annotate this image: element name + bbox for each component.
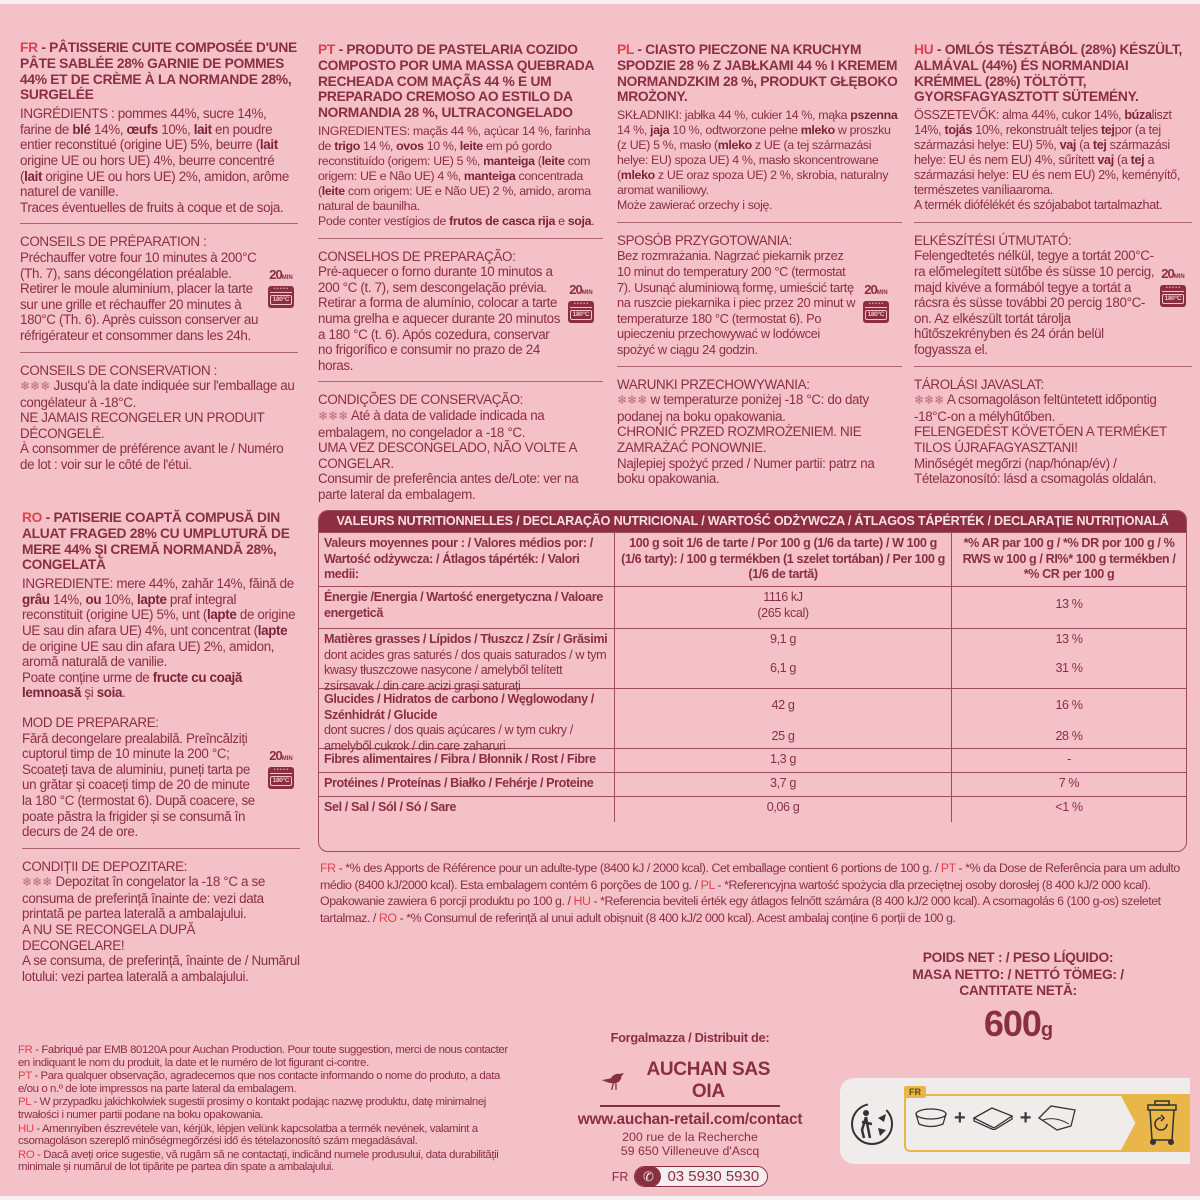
- contact-hu: HU - Amennyiben észrevétele van, kérjük, lépjen velünk kapcsolatba a termék nevének, valamint a csomagoláson szereplő minőségmegőrzési idő és tételazonosító szám megadásával.: [18, 1122, 478, 1148]
- phone-number: FR ✆ 03 5930 5930: [555, 1166, 825, 1187]
- contact-ro: RO - Dacă aveți orice sugestie, vă rugăm să ne contactați, indicând numele produsului, data durabilității minimale și numărul de lot tipărite pe partea din spate a ambalajului.: [18, 1148, 499, 1174]
- freezer-stars-icon: ❄❄❄: [22, 875, 53, 890]
- consumer-contact-info: [18, 1044, 518, 1175]
- triman-recycling-icon: [848, 1100, 896, 1148]
- product-title-ro: RO - PATISERIE COAPTĂ COMPUSĂ DIN ALUAT FRAGED 28% CU UMPLUTURĂ DE MERE 44% ŞI CREMĂ NORMANDĂ 28%, CONGELATĂ: [22, 510, 290, 573]
- table-row-energy: Énergie /Energia / Wartość energetyczna / Valoare energetică 1116 kJ (265 kcal) 13 %: [319, 586, 1186, 628]
- section-hu: [914, 42, 1192, 487]
- storage-warning-ro: A NU SE RECONGELA DUPĂ DECONGELARE!: [22, 922, 196, 953]
- storage-heading-fr: CONSEILS DE CONSERVATION :: [20, 362, 218, 378]
- best-before-hu: Minőségét megőrzi (nap/hónap/év) / Tételazonosító: lásd a csomagolás oldalán.: [914, 455, 1157, 487]
- prep-text-ro: Fără decongelare prealabilă. Preîncălziți cuptorul timp de 10 minute la 200 °C; Scoateți tava de aluminiu, puneți tarta pe un grătar și coaceți timp de 20 de minute la 180 °C (termostat 6). După coacere, se poate păstra la frigider și se consumă în decurs de 24 de ore.: [22, 730, 255, 840]
- product-title-pt: PT - PRODUTO DE PASTELARIA COZIDO COMPOSTO POR UMA MASSA QUEBRADA RECHEADA COM MAÇÃS 44 % E UM PREPARADO CREMOSO AO ESTILO DA NORMANDIA 28 %, ULTRACONGELADO: [318, 42, 594, 121]
- prep-heading-hu: ELKÉSZÍTÉSI ÚTMUTATÓ:: [914, 232, 1072, 248]
- contact-fr: FR - Fabriqué par EMB 80120A pour Auchan Production. Pour toute suggestion, merci de nous contacter en indiquant le nom du produit, la date et le numéro de lot figurant ci-contre.: [18, 1044, 508, 1069]
- recycling-info: [840, 1078, 1190, 1164]
- contact-pl: PL - W przypadku jakichkolwiek sugestii prosimy o kontakt podając nazwę produktu, datę minimalnej trwałości i numer partii podane na boku opakowania.: [18, 1096, 486, 1121]
- contact-url-link[interactable]: www.auchan-retail.com/contact: [577, 1111, 803, 1128]
- storage-text-hu: ❄❄❄ A csomagoláson feltüntetett időpontig -18°C-on a mélyhűtőben.: [914, 392, 1157, 424]
- bottom-edge: [0, 1196, 1200, 1200]
- section-pl: [617, 42, 902, 487]
- divider: [20, 223, 298, 224]
- divider: [20, 352, 298, 353]
- table-row-fat: Matières grasses / Lípidos / Tłuszcz / Zsír / Grăsimi dont acides gras saturés / dos quais saturados / w tym kwasy tłuszczowe nasycone / amelyből telített zsírsavak / din care acizi grași saturați 9,1 g 6,1 g 13 % 31 %: [319, 628, 1186, 688]
- section-fr: [20, 40, 298, 473]
- table-row-carbohydrates: Glucides / Hidratos de carbono / Węglowodany / Szénhidrát / Glucide dont sucres / dos quais açúcares / w tym cukry / amelyből cukrok / din care zaharuri 42 g 25 g 16 % 28 %: [319, 688, 1186, 748]
- prep-heading-fr: CONSEILS DE PRÉPARATION :: [20, 234, 207, 250]
- product-title-pl: PL - CIASTO PIECZONE NA KRUCHYM SPODZIE 28 % Z JABŁKAMI 44 % I KREMEM NORMANDZKIM 28 %, PRODUKT GŁĘBOKO MROŻONY.: [617, 42, 898, 105]
- traces-hu: A termék diófélékét és szójababot tartalmazhat.: [914, 198, 1163, 213]
- auchan-logo: [600, 1059, 780, 1107]
- bird-icon: [600, 1070, 627, 1092]
- storage-text-pl: ❄❄❄ w temperaturze poniżej -18 °C: do daty podanej na boku opakowania.: [617, 392, 869, 424]
- prep-heading-ro: MOD DE PREPARARE:: [22, 714, 159, 730]
- phone-pill: ✆ 03 5930 5930: [634, 1166, 768, 1187]
- top-edge: [0, 0, 1200, 4]
- oven-icon: 20MIN • • • • • 180°C: [1158, 267, 1188, 307]
- storage-text-fr: ❄❄❄ Jusqu'à la date indiquée sur l'emballage au congélateur à -18°C.: [20, 378, 295, 410]
- storage-heading-pl: WARUNKI PRZECHOWYWANIA:: [617, 376, 810, 392]
- storage-heading-pt: CONDIÇÕES DE CONSERVAÇÃO:: [318, 392, 524, 408]
- storage-warning-fr: NE JAMAIS RECONGELER UN PRODUIT DÉCONGELÉ.: [20, 410, 265, 441]
- column-header-ri: *% AR par 100 g / *% DR por 100 g / % RWS w 100 g / RI%* 100 g termékben / *% CR per 100 g: [962, 536, 1176, 581]
- table-row-salt: Sel / Sal / Sól / Só / Sare 0,06 g <1 %: [319, 796, 1186, 822]
- freezer-stars-icon: ❄❄❄: [20, 379, 51, 394]
- recycling-bin-icon: [1146, 1100, 1182, 1146]
- best-before-pt: Consumir de preferência antes de/Lote: ver na parte lateral da embalagem.: [318, 471, 579, 502]
- section-pt: [318, 42, 603, 502]
- column-header-per100g: 100 g soit 1/6 de tarte / Por 100 g (1/6 da tarte) / W 100 g (1/6 tarty): / 100 g termékben (1 szelet tortában) / Per 100 g (1/6 de tartă): [615, 533, 952, 586]
- plastic-bag-icon: [1037, 1104, 1077, 1132]
- freezer-stars-icon: ❄❄❄: [318, 408, 349, 423]
- nutrition-table: [318, 510, 1187, 852]
- net-weight-label: POIDS NET : / PESO LÍQUIDO:: [922, 950, 1114, 965]
- table-row-fibre: Fibres alimentaires / Fibra / Błonnik / Rost / Fibre 1,3 g -: [319, 748, 1186, 772]
- distributor-name: AUCHAN SAS OIA: [646, 1059, 771, 1102]
- aluminium-tray-icon: [914, 1106, 948, 1130]
- table-row-protein: Protéines / Proteínas / Białko / Fehérje / Proteine 3,7 g 7 %: [319, 772, 1186, 796]
- traces-pl: Może zawierać orzechy i soję.: [617, 198, 773, 213]
- storage-text-ro: ❄❄❄ Depozitat în congelator la -18 °C a se consuma de preferință înainte de: vezi data printată pe partea laterală a ambalajului.: [22, 874, 265, 922]
- storage-text-pt: ❄❄❄ Até à data de validade indicada na embalagem, no congelador a -18 °C.: [318, 407, 545, 440]
- nutrition-table-header: VALEURS NUTRITIONNELLES / DECLARAÇÃO NUTRICIONAL / WARTOŚĆ ODŻYWCZA / ÁTLAGOS TÁPÉRTÉK / DECLARAȚIE NUTRIȚIONALĂ: [319, 511, 1186, 532]
- traces-pt: Pode conter vestígios de frutos de casca rija e soja.: [318, 213, 595, 228]
- oven-icon: 20MIN • • • • • 180°C: [266, 749, 296, 789]
- divider: [318, 381, 603, 382]
- ingredients-hu: ÖSSZETEVŐK: alma 44%, cukor 14%, búzaliszt 14%, tojás 10%, rekonstruált teljes tejpor (a tej származási helye: EU) 5%, vaj (a tej származási helye: EU és nem EU) 4%, sűrített vaj (a tej a származási helye: EU és nem EU) 2%, keményítő, természetes vaníliaaroma.: [914, 108, 1180, 198]
- prep-text-fr: Préchauffer votre four 10 minutes à 200°C (Th. 7), sans décongélation préalable. Retirer le moule aluminium, placer la tarte sur une grille et réchauffer 20 minutes à 180°C (Th. 6). Après cuisson conserver au réfrigérateur et consommer dans les 24h.: [20, 249, 259, 343]
- ingredients-pt: INGREDIENTES: maçãs 44 %, açúcar 14 %, farinha de trigo 14 %, ovos 10 %, leite em pó gordo reconstituído (origem: UE) 5 %, manteiga (leite com origem: UE e Não UE) 4 %, manteiga concentrada (leite com origem: UE e Não UE) 2 %, amido, aroma natural de baunilha.: [318, 123, 591, 213]
- net-weight: POIDS NET : / PESO LÍQUIDO: MASA NETTO: / NETTÓ TÖMEG: / CANTITATE NETĂ: 600g: [898, 950, 1138, 1050]
- divider: [617, 222, 902, 223]
- section-ro: [22, 510, 300, 984]
- prep-heading-pt: CONSELHOS DE PREPARAÇÃO:: [318, 248, 516, 264]
- storage-warning-pt: UMA VEZ DESCONGELADO, NÃO VOLTE A CONGELAR.: [318, 440, 577, 471]
- best-before-fr: À consommer de préférence avant le / Numéro de lot : voir sur le côté de l'étui.: [20, 441, 284, 473]
- divider: [22, 848, 300, 849]
- column-header-label: Valeurs moyennes pour : / Valores médios por: / Wartość odżywcza: / Átlagos tápérték: / Valori medii:: [319, 533, 615, 586]
- divider: [914, 222, 1192, 223]
- prep-text-pl: Bez rozmrażania. Nagrzać piekarnik przez 10 minut do temperatury 200 °C (termostat 7). Usunąć aluminiową formę, umieścić tartę na ruszcie piekarnika i piec przez 20 minut w temperaturze 180 °C (termostat 6). Po upieczeniu przechowywać w lodówcei spożyć w ciągu 24 godzin.: [617, 248, 856, 357]
- storage-warning-hu: FELENGEDÉST KÖVETŐEN A TERMÉKET TILOS ÚJRAFAGYASZTANI!: [914, 424, 1167, 455]
- ingredients-fr: INGRÉDIENTS : pommes 44%, sucre 14%, farine de blé 14%, œufs 10%, lait en poudre entier reconstitué (origine UE) 5%, beurre (lait origine UE ou hors UE) 4%, beurre concentré (lait origine UE ou hors UE) 2%, amidon, arôme naturel de vanille.: [20, 106, 289, 200]
- prep-text-hu: Felengedtetés nélkül, tegye a tortát 200°C-ra előmelegített sütőbe és süsse 10 percig, majd kivéve a formából tegye a tortát a rácsra és süsse további 20 percig 180°C-on. Az elkészült tortát tárolja hűtőszekrényben és 24 órán belül fogyassza el.: [914, 248, 1155, 357]
- phone-icon: ✆: [635, 1166, 661, 1187]
- oven-icon: 20MIN • • • • • 180°C: [566, 283, 596, 323]
- nutrition-column-headers: [319, 532, 1186, 586]
- product-title-fr: FR - PÂTISSERIE CUITE COMPOSÉE D'UNE PÂTE SABLÉE 28% GARNIE DE POMMES 44% ET DE CRÈME À LA NORMANDE 28%, SURGELÉE: [20, 40, 297, 103]
- oven-icon: 20MIN • • • • • 180°C: [861, 283, 891, 323]
- packaging-items: + +: [914, 1104, 1077, 1132]
- reference-intake-footnote: FR - *% des Apports de Référence pour un adulte-type (8400 kJ / 2000 kcal). Cet emballage contient 6 portions de 100 g. / PT - *% da Dose de Referência para um adulto médio (8400 kJ/2000 kcal). Esta embalagem contém 6 porções de 100 g. / PL - *Referencyjna wartość spożycia dla przeciętnej osoby dorosłej (8 400 kJ/2 000 kcal). Opakowanie zawiera 6 porcji produktu po 100 g. / HU - *Referencia beviteli érték egy átlagos felnőtt számára (8 400 kJ/2 000 kcal). A csomagolás 6 (100 g-os) szeletet tartalmaz. / RO - *% Consumul de referință al unui adult obișnuit (8 400 kJ/2 000 kcal). Acest ambalaj conține 6 porții de 100 g.: [320, 861, 1180, 925]
- storage-heading-hu: TÁROLÁSI JAVASLAT:: [914, 376, 1044, 392]
- ingredients-pl: SKŁADNIKI: jabłka 44 %, cukier 14 %, mąka pszenna 14 %, jaja 10 %, odtworzone pełne mleko w proszku (z UE) 5 %, masło (mleko z UE (a tej származási helye: EU) spoza UE) 4 %, masło skoncentrowane (mleko z UE oraz spoza UE) 2 %, skrobia, naturalny aromat waniliowy.: [617, 108, 898, 198]
- oven-icon: 20MIN • • • • • 180°C: [266, 268, 296, 308]
- traces-fr: Traces éventuelles de fruits à coque et de soja.: [20, 199, 284, 215]
- traces-ro: Poate conține urme de fructe cu coajă lemnoasă și soia.: [22, 669, 243, 701]
- divider: [318, 238, 603, 239]
- ingredients-ro: INGREDIENTE: mere 44%, zahăr 14%, făină de grâu 14%, ou 10%, lapte praf integral reconstituit (origine UE) 5%, unt (lapte de origine UE sau din afara UE) 4%, unt concentrat (lapte de origine UE sau din afara UE) 2%, amidon, aromă naturală de vanilie.: [22, 576, 296, 670]
- freezer-stars-icon: ❄❄❄: [914, 393, 945, 408]
- distributor-block: [555, 1030, 825, 1187]
- storage-warning-pl: CHROŃIĆ PRZED ROZMROŻENIEM. NIE ZAMRAŻAĆ PONOWNIE.: [617, 424, 862, 455]
- divider: [914, 366, 1192, 367]
- divider: [617, 366, 902, 367]
- prep-text-pt: Pré-aquecer o forno durante 10 minutos a 200 °C (t. 7), sem descongelação prévia. Retirar a forma de alumínio, colocar a tarte numa grelha e aquecer durante 20 minutos a 180 °C (t. 6). Após cozedura, conservar no frigorífico e consumir no prazo de 24 horas.: [318, 264, 561, 373]
- freezer-stars-icon: ❄❄❄: [617, 393, 648, 408]
- storage-heading-ro: CONDIȚII DE DEPOZITARE:: [22, 858, 188, 874]
- contact-pt: PT - Para qualquer observação, agradecemos que nos contacte informando o nome do produto, a data e/ou o n.º de lote impressos na parte lateral da embalagem.: [18, 1070, 500, 1095]
- recycling-country-badge: FR: [904, 1086, 926, 1098]
- distributor-address: 200 rue de la Recherche 59 650 Villeneuve d'Ascq: [620, 1130, 760, 1158]
- best-before-ro: A se consuma, de preferință, înainte de / Numărul lotului: vezi partea laterală a ambalajului.: [22, 953, 300, 984]
- cardboard-box-icon: [972, 1106, 1014, 1130]
- distributor-label: Forgalmazza / Distribuit de:: [610, 1030, 770, 1045]
- prep-heading-pl: SPOSÓB PRZYGOTOWANIA:: [617, 232, 792, 248]
- product-title-hu: HU - OMLÓS TÉSZTÁBÓL (28%) KÉSZÜLT, ALMÁVAL (44%) ÉS NORMANDIAI KRÉMMEL (28%) TÖLTÖTT, GYORSFAGYASZTOTT SÜTEMÉNY.: [914, 42, 1183, 105]
- best-before-pl: Najlepiej spożyć przed / Numer partii: patrz na boku opakowania.: [617, 455, 875, 487]
- net-weight-value: 600g: [983, 1002, 1053, 1044]
